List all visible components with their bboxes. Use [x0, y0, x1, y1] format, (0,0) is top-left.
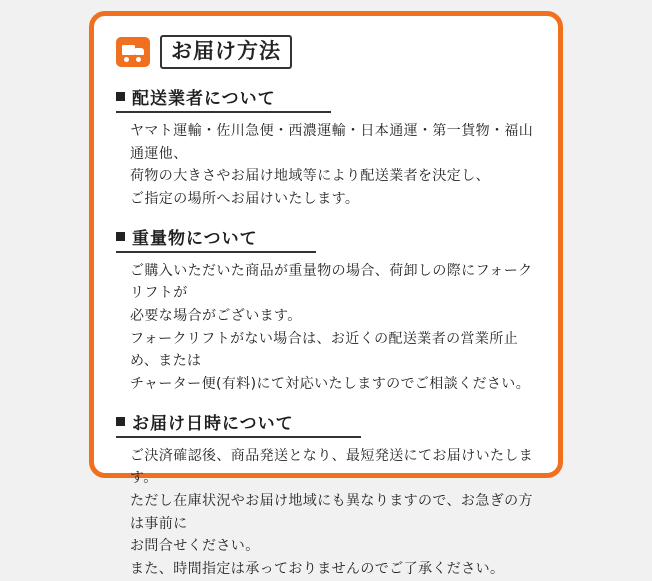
body-line: チャーター便(有料)にて対応いたしますのでご相談ください。: [130, 376, 531, 393]
delivery-truck-icon: [116, 37, 150, 67]
section-heading-label: 配送業者について: [132, 89, 276, 109]
truck-body-shape: [122, 45, 135, 55]
truck-wheel-front-shape: [124, 57, 129, 62]
section-body: [116, 260, 540, 396]
section-delivery-datetime: [116, 409, 540, 581]
section-heading: [116, 224, 316, 253]
section-heavy-items: [116, 224, 540, 396]
square-bullet-icon: [116, 417, 125, 426]
section-heading: [116, 409, 361, 438]
section-heading-label: 重量物について: [132, 228, 258, 249]
body-line: ヤマト運輸・佐川急便・西濃運輸・日本通運・第一貨物・福山通運他、: [130, 123, 534, 162]
body-line: お問合せください。: [130, 538, 260, 555]
card-title-row: [116, 32, 540, 72]
page-title: お届け方法: [160, 35, 292, 68]
section-body: [116, 445, 540, 581]
card-content: [116, 32, 540, 578]
square-bullet-icon: [116, 232, 125, 241]
body-line: ただし在庫状況やお届け地域にも異なりますので、お急ぎの方は事前に: [130, 493, 533, 532]
body-line: 荷物の大きさやお届け地域等により配送業者を決定し、: [130, 168, 490, 185]
section-body: [116, 120, 540, 211]
section-heading-label: お届け日時について: [132, 413, 294, 434]
body-line: ご決済確認後、商品発送となり、最短発送にてお届けいたします。: [130, 447, 534, 487]
truck-wheel-rear-shape: [136, 57, 141, 62]
body-line: ご購入いただいた商品が重量物の場合、荷卸しの際にフォークリフトが: [130, 262, 533, 302]
delivery-info-card: [89, 11, 563, 578]
body-line: フォークリフトがない場合は、お近くの配送業者の営業所止め、または: [130, 330, 519, 370]
body-line: また、時間指定は承っておりませんのでご了承ください。: [130, 561, 505, 578]
section-shipping-carriers: [116, 84, 540, 211]
truck-cab-shape: [135, 48, 144, 55]
square-bullet-icon: [116, 92, 125, 101]
body-line: 必要な場合がございます。: [130, 308, 302, 325]
section-heading: [116, 84, 331, 113]
body-line: ご指定の場所へお届けいたします。: [130, 191, 360, 208]
